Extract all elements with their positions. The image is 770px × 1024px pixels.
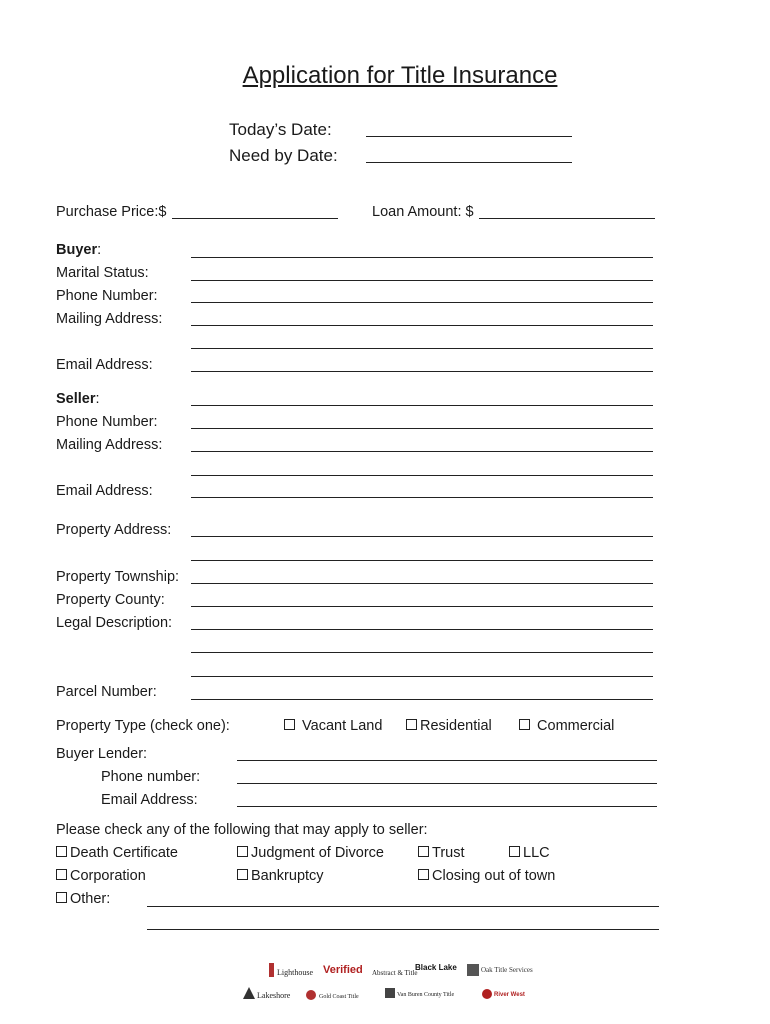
gold-coast-title-logo [306, 990, 359, 1000]
buyer-email-field[interactable] [191, 371, 653, 372]
oak-title-logo [467, 964, 533, 976]
property-township-label: Property Township: [56, 569, 180, 585]
svg-text:Verified: Verified [323, 964, 363, 976]
checkbox-icon [519, 719, 530, 730]
death-certificate-checkbox[interactable]: Death Certificate [56, 845, 178, 861]
seller-phone-field[interactable] [191, 428, 653, 429]
svg-text:Abstract & Title: Abstract & Title [372, 969, 418, 977]
buyer-lender-label: Buyer Lender: [56, 746, 148, 762]
other-field[interactable] [147, 906, 659, 907]
seller-mailing-label: Mailing Address: [56, 437, 163, 453]
legal-description-field-3[interactable] [191, 676, 653, 677]
commercial-checkbox[interactable]: Commercial [519, 718, 614, 734]
other-field-2[interactable] [147, 929, 659, 930]
llc-checkbox[interactable]: LLC [509, 845, 550, 861]
buyer-mailing-field[interactable] [191, 325, 653, 326]
property-type-label: Property Type (check one): [56, 718, 230, 734]
checkbox-icon [56, 846, 67, 857]
property-county-field[interactable] [191, 606, 653, 607]
seller-phone-label: Phone Number: [56, 414, 158, 430]
van-buren-county-title-logo [385, 988, 455, 998]
trust-checkbox[interactable]: Trust [418, 845, 465, 861]
buyer-heading: Buyer: [56, 242, 102, 258]
legal-description-field-2[interactable] [191, 652, 653, 653]
logo-lighthouse-text: Lighthouse [277, 968, 313, 977]
todays-date-field[interactable] [366, 136, 572, 137]
property-county-label: Property County: [56, 592, 165, 608]
loan-amount-field[interactable] [479, 218, 655, 219]
parcel-number-field[interactable] [191, 699, 653, 700]
judgment-of-divorce-checkbox[interactable]: Judgment of Divorce [237, 845, 384, 861]
buyer-lender-field[interactable] [237, 760, 657, 761]
lender-phone-label: Phone number: [101, 769, 201, 785]
checkbox-icon [418, 869, 429, 880]
partner-logos [235, 955, 545, 1005]
property-address-field-2[interactable] [191, 560, 653, 561]
buyer-marital-status-label: Marital Status: [56, 265, 149, 281]
bankruptcy-checkbox[interactable]: Bankruptcy [237, 868, 324, 884]
closing-out-of-town-checkbox[interactable]: Closing out of town [418, 868, 555, 884]
buyer-name-field[interactable] [191, 257, 653, 258]
buyer-mailing-field-2[interactable] [191, 348, 653, 349]
seller-mailing-field-2[interactable] [191, 475, 653, 476]
svg-text:Oak Title Services: Oak Title Services [481, 966, 533, 974]
lakeshore-logo [243, 987, 291, 1000]
seller-name-field[interactable] [191, 405, 653, 406]
todays-date-label: Today’s Date: [229, 120, 332, 139]
black-lake-logo [415, 963, 457, 972]
checkbox-icon [284, 719, 295, 730]
seller-email-label: Email Address: [56, 483, 153, 499]
purchase-price-label: Purchase Price:$ [56, 204, 167, 220]
need-by-date-label: Need by Date: [229, 146, 338, 165]
page-title: Application for Title Insurance [242, 62, 558, 89]
residential-checkbox[interactable]: Residential [406, 718, 492, 734]
checkbox-icon [237, 846, 248, 857]
lender-phone-field[interactable] [237, 783, 657, 784]
purchase-price-field[interactable] [172, 218, 338, 219]
svg-text:Van Buren County Title: Van Buren County Title [397, 992, 455, 998]
parcel-number-label: Parcel Number: [56, 684, 157, 700]
buyer-marital-status-field[interactable] [191, 280, 653, 281]
seller-checks-prompt: Please check any of the following that may apply to seller: [56, 822, 428, 838]
abstract-title-logo [372, 969, 418, 977]
property-address-label: Property Address: [56, 522, 172, 538]
svg-text:Black Lake: Black Lake [415, 963, 457, 972]
checkbox-icon [56, 892, 67, 903]
buyer-phone-field[interactable] [191, 302, 653, 303]
river-west-logo [482, 989, 525, 999]
buyer-mailing-label: Mailing Address: [56, 311, 163, 327]
other-checkbox[interactable]: Other: [56, 891, 110, 907]
checkbox-icon [237, 869, 248, 880]
vacant-land-checkbox[interactable]: Vacant Land [284, 718, 382, 734]
checkbox-icon [406, 719, 417, 730]
lender-email-field[interactable] [237, 806, 657, 807]
checkbox-icon [418, 846, 429, 857]
buyer-email-label: Email Address: [56, 357, 153, 373]
seller-email-field[interactable] [191, 497, 653, 498]
buyer-phone-label: Phone Number: [56, 288, 158, 304]
corporation-checkbox[interactable]: Corporation [56, 868, 146, 884]
legal-description-field[interactable] [191, 629, 653, 630]
lighthouse-logo [269, 963, 313, 977]
legal-description-label: Legal Description: [56, 615, 173, 631]
svg-text:Lakeshore: Lakeshore [257, 991, 291, 1000]
svg-text:River West: River West [494, 992, 525, 998]
property-township-field[interactable] [191, 583, 653, 584]
verified-logo [323, 964, 363, 976]
seller-heading: Seller: [56, 391, 100, 407]
lender-email-label: Email Address: [101, 792, 198, 808]
checkbox-icon [56, 869, 67, 880]
checkbox-icon [509, 846, 520, 857]
property-address-field[interactable] [191, 536, 653, 537]
need-by-date-field[interactable] [366, 162, 572, 163]
seller-mailing-field[interactable] [191, 451, 653, 452]
loan-amount-label: Loan Amount: $ [372, 204, 474, 220]
svg-text:Gold Coast Title: Gold Coast Title [319, 994, 359, 1000]
